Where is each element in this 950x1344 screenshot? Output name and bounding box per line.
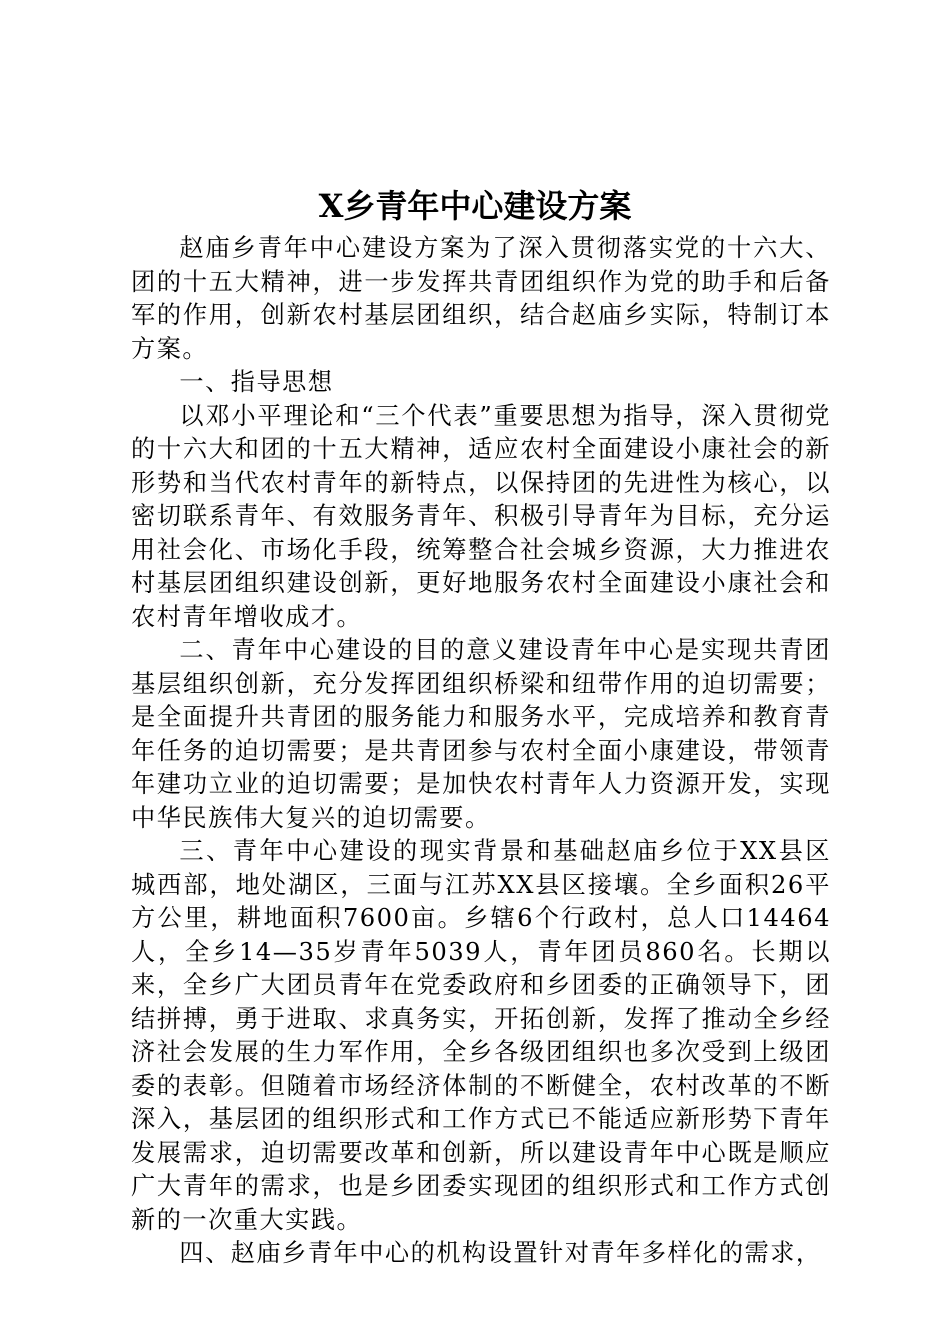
paragraph-guiding-thought: 以邓小平理论和“三个代表”重要思想为指导，深入贯彻党的十六大和团的十五大精神，适应农村全面建设小康社会的新形势和当代农村青年的新特点，以保持团的先进性为核心，以密切联系青年、有效服务青年、积极引导青年为目标，充分运用社会化、市场化手段，统筹整合社会城乡资源，大力推进农村基层团组织建设创新，更好地服务农村全面建设小康社会和农村青年增收成才。 [131, 401, 831, 631]
paragraph-organization: 四、赵庙乡青年中心的机构设置针对青年多样化的需求， [179, 1239, 822, 1267]
paragraph-background: 三、青年中心建设的现实背景和基础赵庙乡位于XX县区城西部，地处湖区，三面与江苏XX县区接壤。全乡面积26平方公里，耕地面积7600亩。乡辖6个行政村，总人口14464人，全乡14—35岁青年5039人，青年团员860名。长期以来，全乡广大团员青年在党委政府和乡团委的正确领导下，团结拼搏，勇于进取、求真务实，开拓创新，发挥了推动全乡经济社会发展的生力军作用，全乡各级团组织也多次受到上级团委的表彰。但随着市场经济体制的不断健全，农村改革的不断深入，基层团的组织形式和工作方式已不能适应新形势下青年发展需求，迫切需要改革和创新，所以建设青年中心既是顺应广大青年的需求，也是乡团委实现团的组织形式和工作方式创新的一次重大实践。 [131, 837, 831, 1234]
paragraph-intro: 赵庙乡青年中心建设方案为了深入贯彻落实党的十六大、团的十五大精神，进一步发挥共青团组织作为党的助手和后备军的作用，创新农村基层团组织，结合赵庙乡实际，特制订本方案。 [131, 234, 831, 363]
document-title: X乡青年中心建设方案 [318, 187, 632, 225]
section-heading-guiding-thought: 一、指导思想 [179, 368, 334, 396]
paragraph-purpose-significance: 二、青年中心建设的目的意义建设青年中心是实现共青团基层组织创新，充分发挥团组织桥梁和纽带作用的迫切需要；是全面提升共青团的服务能力和服务水平，完成培养和教育青年任务的迫切需要；是共青团参与农村全面小康建设，带领青年建功立业的迫切需要；是加快农村青年人力资源开发，实现中华民族伟大复兴的迫切需要。 [131, 636, 831, 832]
document-body [131, 232, 831, 1271]
